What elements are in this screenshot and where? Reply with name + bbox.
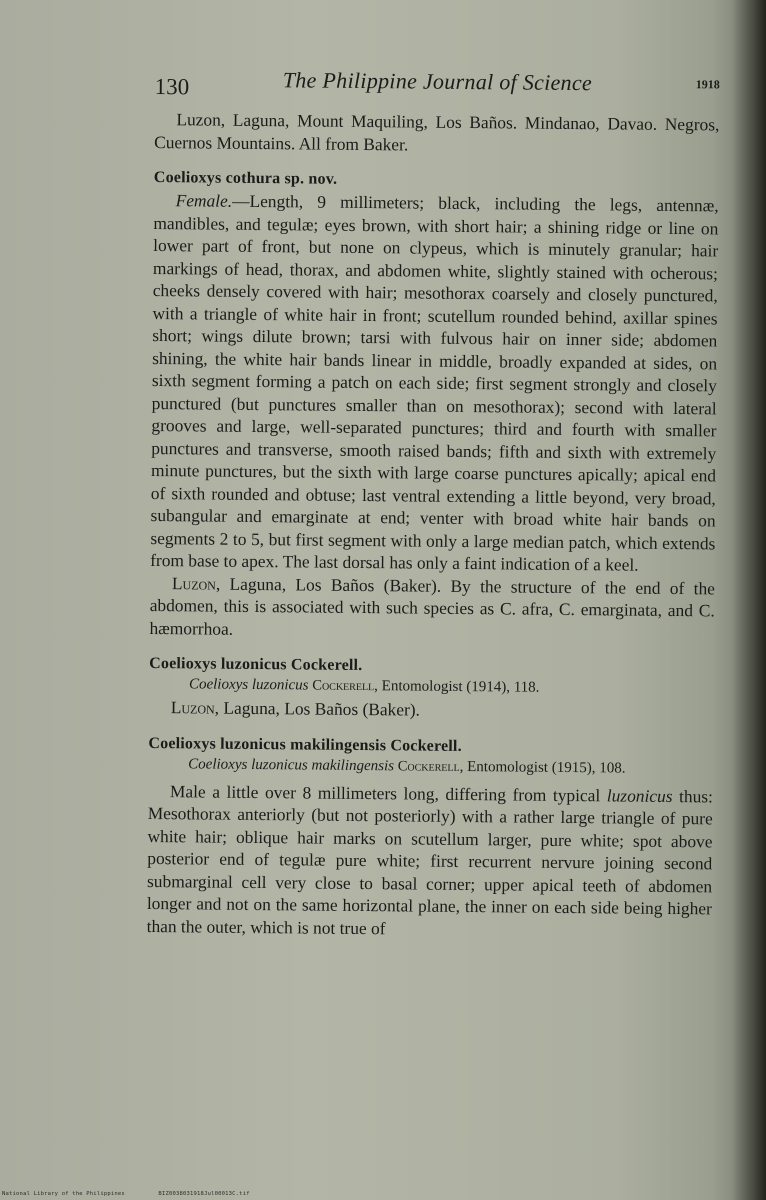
makilingensis-citation-ref: , Entomologist (1915), 108. xyxy=(459,758,626,777)
scan-footer xyxy=(2,1191,280,1197)
makilingensis-citation-author: Cockerell xyxy=(397,757,460,775)
locality-paragraph: Luzon, Laguna, Mount Maquiling, Los Baños. Mindanao, Davao. Negros, Cuernos Mountains. All from Baker. xyxy=(154,109,720,154)
header-year: 1918 xyxy=(695,77,720,92)
male-description-rest: thus: Mesothorax anteriorly (but not posteriorly) with a rather large triangle of pure white hair; oblique hair marks on scutellum larger, pure white; spot above posterior end of tegulæ pure white; first recurrent nervure joining second submarginal cell very close to basal corner; upper apical teeth of abdomen longer and not on the same horizontal plane, the inner on each side being higher than the outer, which is not true of xyxy=(146,785,714,938)
luzonicus-locality-text: , Laguna, Los Baños (Baker). xyxy=(214,697,421,720)
female-description xyxy=(150,189,719,577)
cothura-locality-place: Luzon xyxy=(171,572,217,594)
makilingensis-citation xyxy=(148,754,713,778)
running-header xyxy=(155,58,720,103)
luzonicus-locality-place: Luzon xyxy=(170,697,215,718)
species-heading-luzonicus: Coelioxys luzonicus Cockerell. xyxy=(149,654,363,675)
page-binding-shadow xyxy=(732,0,766,1200)
footer-right: BIZ0038031918Jul00013C.tif xyxy=(158,1191,250,1197)
journal-title: The Philippine Journal of Science xyxy=(282,67,593,96)
makilingensis-citation-name: Coelioxys luzonicus makilingensis xyxy=(188,755,395,774)
female-description-text: —Length, 9 millimeters; black, including the legs, antennæ, mandibles, and tegulæ; eyes brown, with short hair; a shining ridge or line on lower part of front, but none on clypeus, which is minutely granular; hair markings of head, thorax, and abdomen white, slightly stained with ocherous; cheeks densely covered with hair; mesothorax coarsely and closely punctured, with a triangle of white hair in front; scutellum rounded behind, axillar spines short; wings dilute brown; tarsi with fulvous hair on inner side; abdomen shining, the white hair bands linear in middle, broadly expanded at sides, on sixth segment forming a patch on each side; first segment strongly and closely punctured (but punctures smaller than on mesothorax); second with lateral grooves and large, well-separated punctures; third and fourth with smaller punctures and transverse, smooth raised bands; fifth and sixth with extremely minute punctures, but the sixth with large coarse punctures apically; apical end of sixth rounded and obtuse; last ventral extending a little beyond, very broad, subangular and emarginate at end; venter with broad white hair bands on segments 2 to 5, but first segment with only a large median patch, which extends from base to apex. The last dorsal has only a faint indication of a keel. xyxy=(150,190,719,575)
page-number: 130 xyxy=(154,73,190,100)
female-label: Female. xyxy=(175,190,233,211)
footer-left: National Library of the Philippines xyxy=(2,1191,125,1197)
species-heading-makilingensis: Coelioxys luzonicus makilingensis Cockerell. xyxy=(148,734,462,755)
luzonicus-citation xyxy=(149,675,714,699)
male-description-start: Male a little over 8 millimeters long, differing from typical xyxy=(169,780,607,805)
luzonicus-citation-author: Cockerell xyxy=(312,677,375,695)
luzonicus-citation-name: Coelioxys luzonicus xyxy=(188,676,309,694)
cothura-locality xyxy=(149,571,715,644)
species-heading-cothura: Coelioxys cothura sp. nov. xyxy=(153,168,338,188)
male-description xyxy=(147,779,713,942)
male-description-italic: luzonicus xyxy=(606,784,673,806)
cothura-locality-text: , Laguna, Los Baños (Baker). By the structure of the end of the abdomen, this is associated with such species as C. afra, C. emarginata, and C. hæmorrhoa. xyxy=(149,573,716,639)
luzonicus-citation-ref: , Entomologist (1914), 118. xyxy=(374,678,540,696)
document-page xyxy=(147,58,720,942)
